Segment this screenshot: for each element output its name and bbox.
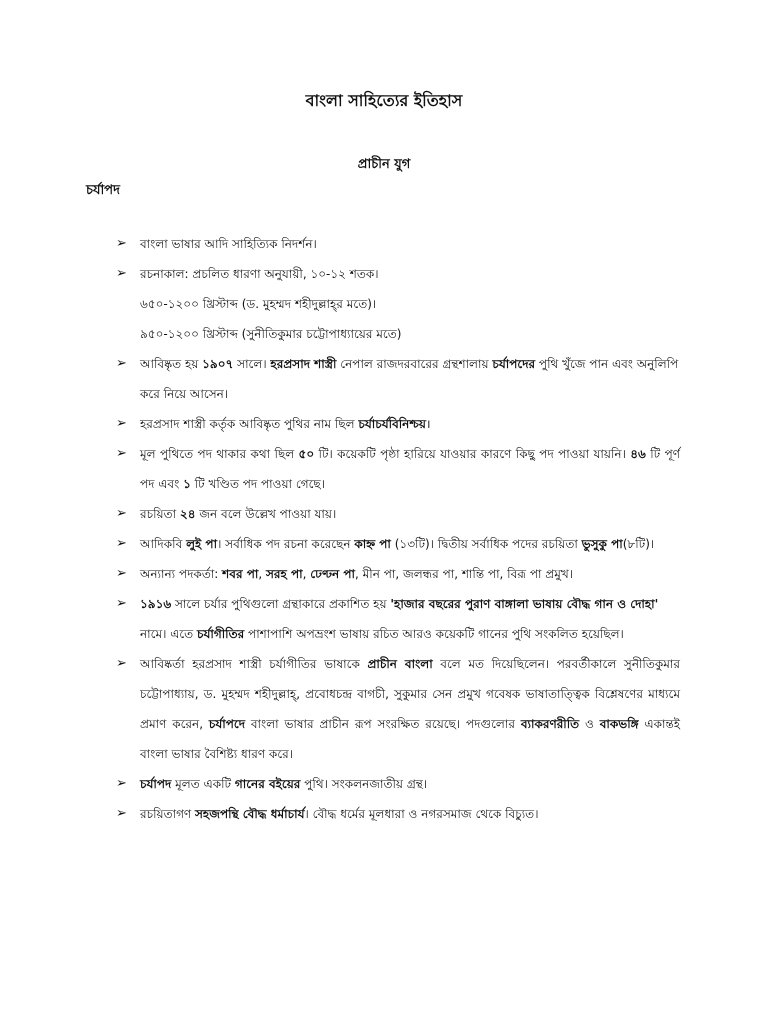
bold-text: বাকভঙ্গি <box>599 717 639 731</box>
list-item <box>116 499 680 529</box>
item-text: রচয়িতাগণ <box>140 807 195 821</box>
arrow-bullet-icon: ➢ <box>116 446 127 461</box>
list-item <box>116 769 680 799</box>
item-text: সালে চর্যার পুথিগুলো গ্রন্থাকারে প্রকাশিত হয় <box>171 597 391 611</box>
item-text: (১৩টি)। দ্বিতীয় সর্বাধিক পদের রচয়িতা <box>390 537 582 551</box>
arrow-bullet-icon: ➢ <box>116 806 127 821</box>
bold-text: প্রাচীন বাংলা <box>367 657 433 671</box>
arrow-bullet-icon: ➢ <box>116 236 127 251</box>
bold-text: ৫০ <box>298 447 315 461</box>
item-text: টি। কয়েকটি পৃষ্ঠা হারিয়ে যাওয়ার কারণে কিছু পদ পাওয়া যায়নি। <box>314 447 631 461</box>
item-text: বাংলা ভাষার আদি সাহিত্যিক নিদর্শন। <box>140 237 317 251</box>
bold-text: চর্যাপদ <box>140 777 172 791</box>
page-subtitle: প্রাচীন যুগ <box>357 157 411 172</box>
arrow-bullet-icon: ➢ <box>116 266 127 281</box>
bold-text: চর্যাপদের <box>492 357 536 371</box>
item-text: মূল পুথিতে পদ থাকার কথা ছিল <box>140 447 299 461</box>
item-text: বাংলা ভাষার প্রাচীন রূপ সংরক্ষিত রয়েছে। পদগুলোর <box>245 717 521 731</box>
bold-text: ৪৬ <box>630 447 646 461</box>
list-item <box>116 229 680 259</box>
arrow-bullet-icon: ➢ <box>116 506 127 521</box>
item-text: আদিকবি <box>140 537 187 551</box>
item-text: আবিষ্কর্তা হরপ্রসাদ শাস্ত্রী চর্যাগীতির ভাষাকে <box>140 657 368 671</box>
section-heading: চর্যাপদ <box>86 183 120 198</box>
item-text: ও <box>579 717 600 731</box>
arrow-bullet-icon: ➢ <box>116 416 127 431</box>
arrow-bullet-icon: ➢ <box>116 356 127 371</box>
item-text: সালে। <box>233 357 271 371</box>
arrow-bullet-icon: ➢ <box>116 656 127 671</box>
item-text: , <box>302 567 311 581</box>
bold-text: কাহ্ন পা <box>354 537 391 551</box>
bold-text: হরপ্রসাদ শাস্ত্রী <box>270 357 337 371</box>
bold-text: চর্যাপদে <box>208 717 246 731</box>
bold-text: ব্যাকরণরীতি <box>520 717 580 731</box>
list-item <box>116 439 680 499</box>
item-text: পুথি খুঁজে পান এবং অনুলিপি করে নিয়ে আসেন। <box>140 357 679 401</box>
item-text: পুথি। সংকলনজাতীয় গ্রন্থ। <box>300 777 428 791</box>
list-item <box>116 559 680 589</box>
list-continuation <box>116 289 680 319</box>
item-text: ৯৫০-১২০০ খ্রিস্টাব্দ (সুনীতিকুমার চট্টোপাধ্যায়ের মতে) <box>140 327 402 341</box>
item-text: । বৌদ্ধ ধর্মের মূলধারা ও নগরসমাজ থেকে বিচ্যুত। <box>304 807 539 821</box>
bold-text: ১৯০৭ <box>202 357 234 371</box>
list-item <box>116 649 680 769</box>
bold-text: শবর পা <box>222 567 259 581</box>
item-text: । <box>425 417 431 431</box>
arrow-bullet-icon: ➢ <box>116 776 127 791</box>
list-item <box>116 799 680 829</box>
item-text: জন বলে উল্লেখ পাওয়া যায়। <box>195 507 337 521</box>
item-text: আবিষ্কৃত হয় <box>140 357 203 371</box>
bold-text: ভুসুকু পা <box>581 537 623 551</box>
bold-text: সরহ পা <box>266 567 303 581</box>
item-text: রচয়িতা <box>140 507 180 521</box>
bold-text: লুই পা <box>186 537 218 551</box>
item-text: টি খণ্ডিত পদ পাওয়া গেছে। <box>190 477 325 491</box>
arrow-bullet-icon: ➢ <box>116 566 127 581</box>
item-text: একান্তই বাংলা ভাষার বৈশিষ্ট্য ধারণ করে। <box>140 717 681 761</box>
item-text: নেপাল রাজদরবারের গ্রন্থশালায় <box>336 357 493 371</box>
bold-text: ঢেণ্ঢন পা <box>310 567 356 581</box>
item-text: বলে মত দিয়েছিলেন। পরবর্তীকালে সুনীতিকুমার চট্টোপাধ্যায়, ড. মুহম্মদ শহীদুল্লাহ্‌, প্রবোধচন্দ্র বাগচী, সুকুমার সেন প্রমুখ গবেষক ভাষাতাত্ত্বিক বিশ্লেষণের মাধ্যমে প্রমাণ করেন, <box>140 657 680 731</box>
item-text: , মীন পা, জলন্ধর পা, শান্তি পা, বিরূ পা প্রমুখ। <box>355 567 574 581</box>
item-text: । সর্বাধিক পদ রচনা করেছেন <box>217 537 355 551</box>
list-item <box>116 529 680 559</box>
item-text: রচনাকাল: প্রচলিত ধারণা অনুযায়ী, ১০-১২ শতক। <box>140 267 379 281</box>
bullet-list <box>116 229 680 829</box>
item-text: অন্যান্য পদকর্তা: <box>140 567 223 581</box>
list-continuation <box>116 319 680 349</box>
item-text: (৮টি)। <box>622 537 655 551</box>
bold-text: চর্যাচর্যবিনিশ্চয় <box>358 417 426 431</box>
bold-text: 'হাজার বছরের পুরাণ বাঙ্গালা ভাষায় বৌদ্ধ গান ও দোহা' <box>390 597 659 611</box>
arrow-bullet-icon: ➢ <box>116 536 127 551</box>
bold-text: ১ <box>183 477 191 491</box>
list-item <box>116 409 680 439</box>
item-text: পাশাপাশি অপভ্রংশ ভাষায় রচিত আরও কয়েকটি গানের পুথি সংকলিত হয়েছিল। <box>244 627 624 641</box>
list-item <box>116 259 680 289</box>
bold-text: সহজপন্থি বৌদ্ধ ধর্মাচার্য <box>195 807 305 821</box>
list-item <box>116 349 680 409</box>
item-text: টি পূর্ণ পদ এবং <box>140 447 680 491</box>
item-text: মূলত একটি <box>171 777 235 791</box>
arrow-bullet-icon: ➢ <box>116 596 127 611</box>
item-text: হরপ্রসাদ শাস্ত্রী কর্তৃক আবিষ্কৃত পুথির নাম ছিল <box>140 417 359 431</box>
bold-text: গানের বইয়ের <box>234 777 301 791</box>
item-text: ৬৫০-১২০০ খ্রিস্টাব্দ (ড. মুহম্মদ শহীদুল্লাহ্‌র মতে)। <box>140 297 377 311</box>
bold-text: ২৪ <box>179 507 196 521</box>
item-text: , <box>258 567 266 581</box>
page-title: বাংলা সাহিত্যের ইতিহাস <box>305 91 463 110</box>
bold-text: ১৯১৬ <box>140 597 172 611</box>
list-item <box>116 589 680 649</box>
bold-text: চর্যাগীতির <box>197 627 245 641</box>
item-text: নামে। এতে <box>140 627 198 641</box>
